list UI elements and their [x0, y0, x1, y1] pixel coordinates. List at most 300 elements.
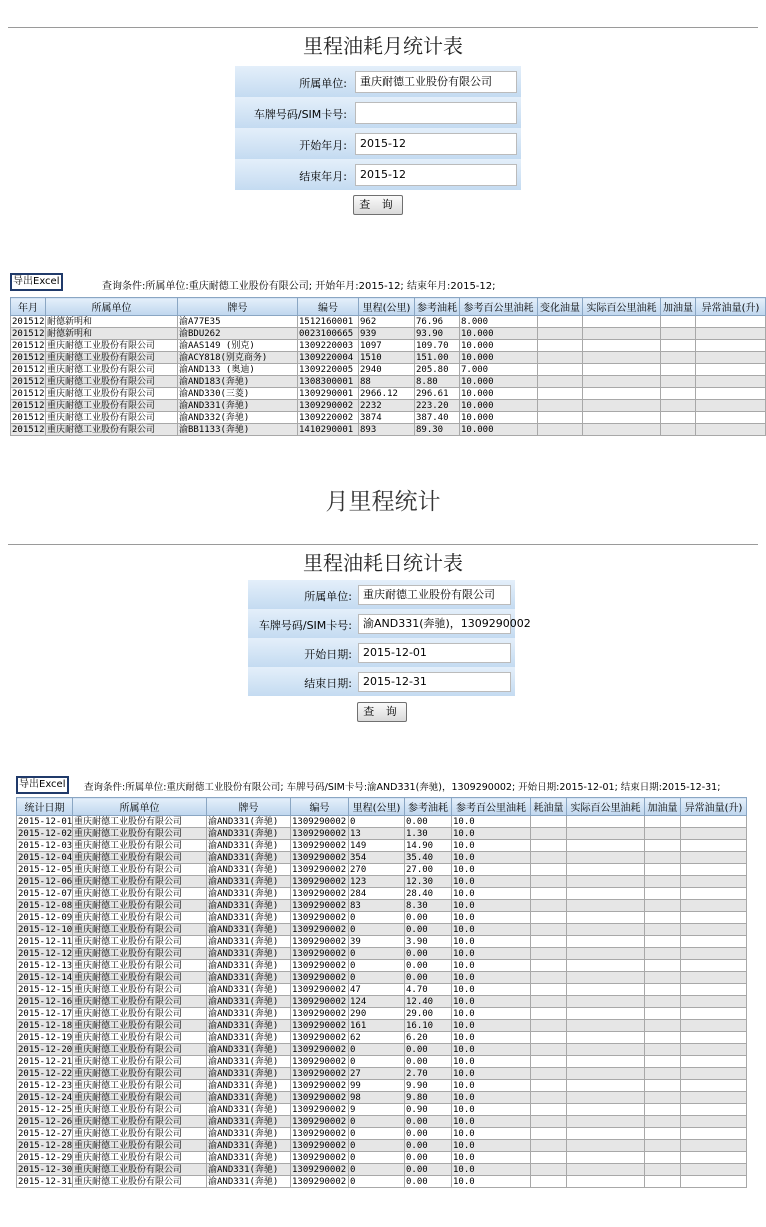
table-cell [531, 876, 567, 888]
column-header: 异常油量(升) [681, 798, 747, 816]
table-cell [645, 1164, 681, 1176]
table-cell: 1309290002 [291, 1044, 349, 1056]
table-cell: 重庆耐德工业股份有限公司 [73, 1020, 207, 1032]
table-cell: 0 [349, 1152, 405, 1164]
table-cell [681, 936, 747, 948]
table-cell: 渝AND331(奔驰) [207, 1032, 291, 1044]
end-month-label: 结束年月: [299, 170, 347, 183]
table-cell: 2.70 [405, 1068, 452, 1080]
table-cell: 1309290002 [291, 888, 349, 900]
table-cell: 1309290002 [291, 876, 349, 888]
table-cell: 2015-12-05 [18, 864, 73, 875]
table-row [11, 316, 766, 328]
end-month-input[interactable]: 2015-12 [355, 164, 517, 186]
table-cell: 0 [349, 1116, 405, 1128]
table-cell: 201512 [12, 400, 45, 411]
table-cell [567, 912, 645, 924]
table-cell: 10.000 [460, 328, 538, 340]
table-cell [645, 1116, 681, 1128]
column-header: 实际百公里油耗 [567, 798, 645, 816]
daily-table [16, 797, 747, 1188]
table-cell [567, 864, 645, 876]
table-cell: 1309290002 [291, 816, 349, 828]
table-cell [531, 972, 567, 984]
column-header: 参考百公里油耗 [452, 798, 531, 816]
table-row [17, 1068, 747, 1080]
table-cell: 渝AND331(奔驰) [207, 1092, 291, 1104]
table-cell: 1308300001 [298, 376, 359, 388]
table-row [17, 936, 747, 948]
table-cell [583, 316, 661, 328]
table-cell [645, 876, 681, 888]
table-cell [681, 948, 747, 960]
table-cell: 重庆耐德工业股份有限公司 [73, 1008, 207, 1020]
table-cell: 渝AND331(奔驰) [207, 948, 291, 960]
table-cell: 渝AND331(奔驰) [207, 1140, 291, 1152]
table-cell: 1309290002 [291, 996, 349, 1008]
table-cell: 重庆耐德工业股份有限公司 [73, 1104, 207, 1116]
table-cell [681, 1164, 747, 1176]
table-cell: 13 [349, 828, 405, 840]
table-cell [681, 1020, 747, 1032]
table-cell: 201512 [12, 376, 45, 387]
table-cell [583, 400, 661, 412]
table-cell: 渝AND331(奔驰) [207, 912, 291, 924]
table-cell [538, 364, 583, 376]
column-header: 异常油量(升) [696, 298, 766, 316]
column-header: 所属单位 [46, 298, 178, 316]
monthly-table [10, 297, 766, 436]
table-cell [567, 1152, 645, 1164]
table-row [17, 828, 747, 840]
table-cell: 201512 [12, 364, 45, 375]
table-cell: 2015-12-31 [18, 1176, 73, 1187]
table-cell: 渝AND331(奔驰) [207, 1104, 291, 1116]
table-cell: 10.0 [452, 972, 531, 984]
table-cell: 2966.12 [359, 388, 415, 400]
table-cell: 2015-12-29 [18, 1152, 73, 1163]
table-cell [567, 1008, 645, 1020]
column-header: 实际百公里油耗 [583, 298, 661, 316]
start-date-label: 开始日期: [304, 648, 352, 661]
table-cell: 渝AND331(奔驰) [207, 1152, 291, 1164]
table-cell: 1309290002 [291, 828, 349, 840]
column-header: 加油量 [661, 298, 696, 316]
table-cell: 0.00 [405, 1128, 452, 1140]
table-cell: 重庆耐德工业股份有限公司 [73, 1080, 207, 1092]
table-cell [567, 1104, 645, 1116]
table-cell: 2015-12-13 [18, 960, 73, 971]
table-cell: 1097 [359, 340, 415, 352]
table-cell [645, 1032, 681, 1044]
table-row [17, 996, 747, 1008]
table-cell: 1309220005 [298, 364, 359, 376]
table-cell: 渝AND331(奔驰) [207, 984, 291, 996]
table-row [11, 424, 766, 436]
table-cell: 渝AND331(奔驰) [207, 816, 291, 828]
table-cell [567, 852, 645, 864]
plate-select[interactable]: 渝AND331(奔驰)，1309290002 [358, 614, 511, 634]
table-cell: 渝AND331(奔驰) [207, 828, 291, 840]
table-cell: 0 [349, 972, 405, 984]
column-header: 牌号 [178, 298, 298, 316]
table-cell [645, 1152, 681, 1164]
table-cell [661, 376, 696, 388]
table-cell: 0 [349, 924, 405, 936]
daily-table-header [17, 798, 747, 816]
table-cell: 2015-12-22 [18, 1068, 73, 1079]
table-cell [531, 996, 567, 1008]
table-cell [661, 400, 696, 412]
table-row [17, 1116, 747, 1128]
table-cell: 10.000 [460, 400, 538, 412]
start-date-input[interactable]: 2015-12-01 [358, 643, 511, 663]
plate-input[interactable] [355, 102, 517, 124]
table-cell [645, 816, 681, 828]
table-cell [531, 1068, 567, 1080]
table-cell [645, 1056, 681, 1068]
table-cell: 0.00 [405, 1164, 452, 1176]
table-cell: 0 [349, 1056, 405, 1068]
table-cell: 201512 [12, 352, 45, 363]
table-cell [681, 972, 747, 984]
table-cell: 2015-12-07 [18, 888, 73, 899]
table-cell: 12.30 [405, 876, 452, 888]
table-row [17, 1080, 747, 1092]
table-cell [531, 1140, 567, 1152]
table-cell: 重庆耐德工业股份有限公司 [73, 840, 207, 852]
table-cell: 1309220002 [298, 412, 359, 424]
table-cell: 8.30 [405, 900, 452, 912]
table-cell: 39 [349, 936, 405, 948]
table-cell [538, 400, 583, 412]
table-cell [696, 364, 766, 376]
table-cell: 10.0 [452, 888, 531, 900]
table-cell: 2015-12-03 [18, 840, 73, 851]
table-cell [583, 424, 661, 436]
table-row [17, 948, 747, 960]
table-cell: 893 [359, 424, 415, 436]
table-cell [567, 900, 645, 912]
plate-label: 车牌号码/SIM卡号: [253, 108, 347, 121]
table-row [17, 1104, 747, 1116]
start-month-input[interactable]: 2015-12 [355, 133, 517, 155]
table-row [11, 412, 766, 424]
table-cell [567, 984, 645, 996]
table-cell: 重庆耐德工业股份有限公司 [46, 340, 178, 352]
table-cell: 渝AND331(奔驰) [207, 900, 291, 912]
column-header: 里程(公里) [359, 298, 415, 316]
table-cell [696, 316, 766, 328]
table-cell: 2015-12-11 [18, 936, 73, 947]
table-cell: 渝AND331(奔驰) [207, 1044, 291, 1056]
monthly-query-button[interactable]: 查 询 [353, 195, 403, 215]
table-cell [538, 388, 583, 400]
table-cell: 0 [349, 960, 405, 972]
table-cell: 0.00 [405, 924, 452, 936]
table-cell [538, 316, 583, 328]
table-cell [538, 328, 583, 340]
table-cell: 10.0 [452, 828, 531, 840]
monthly-title: 里程油耗月统计表 [303, 34, 463, 58]
table-cell: 渝AND331(奔驰) [207, 1164, 291, 1176]
table-cell [538, 340, 583, 352]
table-cell: 3.90 [405, 936, 452, 948]
table-cell: 渝AND331(奔驰) [207, 1008, 291, 1020]
table-cell: 0.00 [405, 1116, 452, 1128]
table-row [17, 840, 747, 852]
table-row [17, 1176, 747, 1188]
table-cell: 0.90 [405, 1104, 452, 1116]
table-row [17, 1020, 747, 1032]
table-cell [661, 352, 696, 364]
table-cell: 重庆耐德工业股份有限公司 [73, 912, 207, 924]
table-cell [583, 364, 661, 376]
table-cell: 201512 [12, 316, 45, 327]
table-cell [531, 1104, 567, 1116]
table-cell: 12.40 [405, 996, 452, 1008]
table-cell: 重庆耐德工业股份有限公司 [73, 972, 207, 984]
table-cell: 1309290002 [291, 1152, 349, 1164]
table-cell: 重庆耐德工业股份有限公司 [73, 1152, 207, 1164]
table-row [17, 1140, 747, 1152]
table-cell: 渝A77E35 [178, 316, 298, 328]
table-cell: 耐德新明和 [46, 316, 178, 328]
table-cell [681, 1032, 747, 1044]
unit-select[interactable]: 重庆耐德工业股份有限公司 [355, 71, 517, 93]
table-cell [567, 1032, 645, 1044]
table-cell: 2015-12-21 [18, 1056, 73, 1067]
table-cell [661, 424, 696, 436]
table-cell: 10.0 [452, 1068, 531, 1080]
table-cell: 6.20 [405, 1032, 452, 1044]
table-cell: 10.0 [452, 864, 531, 876]
table-cell: 109.70 [415, 340, 460, 352]
table-cell [681, 984, 747, 996]
table-row [17, 960, 747, 972]
table-cell [645, 912, 681, 924]
table-row [17, 1044, 747, 1056]
unit-label: 所属单位: [304, 590, 352, 603]
table-cell: 387.40 [415, 412, 460, 424]
table-cell: 8.000 [460, 316, 538, 328]
table-row [17, 1152, 747, 1164]
table-cell: 1309290002 [291, 1032, 349, 1044]
table-cell: 重庆耐德工业股份有限公司 [73, 1164, 207, 1176]
table-cell: 123 [349, 876, 405, 888]
table-cell: 重庆耐德工业股份有限公司 [73, 852, 207, 864]
table-cell [567, 948, 645, 960]
table-cell [538, 424, 583, 436]
table-cell [661, 340, 696, 352]
table-cell: 1309290002 [291, 1128, 349, 1140]
column-header: 所属单位 [73, 798, 207, 816]
table-cell: 0 [349, 816, 405, 828]
table-row [17, 900, 747, 912]
unit-select[interactable]: 重庆耐德工业股份有限公司 [358, 585, 511, 605]
table-cell [645, 900, 681, 912]
table-row [11, 352, 766, 364]
table-cell: 3874 [359, 412, 415, 424]
table-cell: 10.0 [452, 924, 531, 936]
table-cell: 重庆耐德工业股份有限公司 [73, 924, 207, 936]
table-row [17, 888, 747, 900]
table-cell: 10.0 [452, 948, 531, 960]
table-cell [531, 828, 567, 840]
table-cell: 10.0 [452, 840, 531, 852]
table-cell: 201512 [12, 424, 45, 435]
table-cell [531, 1128, 567, 1140]
table-cell: 0.00 [405, 816, 452, 828]
table-cell: 1309290002 [291, 1104, 349, 1116]
table-cell [681, 1068, 747, 1080]
table-cell: 重庆耐德工业股份有限公司 [73, 1068, 207, 1080]
table-cell [645, 840, 681, 852]
form-row-end [235, 159, 521, 192]
column-header: 参考百公里油耗 [460, 298, 538, 316]
column-header: 牌号 [207, 798, 291, 816]
table-cell [645, 852, 681, 864]
table-cell [645, 984, 681, 996]
table-cell [696, 328, 766, 340]
table-cell: 2015-12-10 [18, 924, 73, 935]
table-cell: 重庆耐德工业股份有限公司 [73, 936, 207, 948]
table-cell: 2015-12-09 [18, 912, 73, 923]
table-cell: 201512 [12, 388, 45, 399]
table-cell [567, 996, 645, 1008]
table-cell: 渝AND331(奔驰) [207, 1116, 291, 1128]
table-row [11, 364, 766, 376]
table-cell: 渝AAS149 (别克) [178, 340, 298, 352]
table-cell: 223.20 [415, 400, 460, 412]
table-cell [681, 888, 747, 900]
table-cell: 重庆耐德工业股份有限公司 [73, 864, 207, 876]
table-cell: 1309290002 [291, 900, 349, 912]
table-cell: 2015-12-17 [18, 1008, 73, 1019]
table-cell: 重庆耐德工业股份有限公司 [73, 876, 207, 888]
table-cell: 0.00 [405, 1044, 452, 1056]
table-cell: 0 [349, 1128, 405, 1140]
table-cell [696, 376, 766, 388]
table-cell [645, 960, 681, 972]
table-cell: 0.00 [405, 1152, 452, 1164]
table-cell: 0 [349, 1140, 405, 1152]
table-cell: 10.0 [452, 1128, 531, 1140]
table-cell [538, 352, 583, 364]
monthly-query-form [235, 66, 521, 192]
table-cell [661, 364, 696, 376]
table-cell: 渝ACY818(别克商务) [178, 352, 298, 364]
table-cell: 重庆耐德工业股份有限公司 [73, 1044, 207, 1056]
table-cell: 201512 [12, 412, 45, 423]
monthly-export-excel-button[interactable]: 导出Excel [10, 273, 63, 291]
table-cell [681, 1008, 747, 1020]
table-cell [681, 876, 747, 888]
table-cell [531, 1008, 567, 1020]
table-cell [538, 412, 583, 424]
table-cell [531, 984, 567, 996]
table-cell: 1410290001 [298, 424, 359, 436]
table-cell: 重庆耐德工业股份有限公司 [46, 424, 178, 436]
table-cell: 10.0 [452, 984, 531, 996]
table-cell: 1309290002 [291, 972, 349, 984]
table-cell: 重庆耐德工业股份有限公司 [73, 888, 207, 900]
table-cell: 1309290002 [298, 400, 359, 412]
table-cell: 重庆耐德工业股份有限公司 [73, 1140, 207, 1152]
table-row [17, 924, 747, 936]
table-cell: 渝AND331(奔驰) [207, 840, 291, 852]
daily-query-button[interactable]: 查 询 [357, 702, 407, 722]
table-cell: 渝AND331(奔驰) [207, 1056, 291, 1068]
table-cell: 渝AND332(奔驰) [178, 412, 298, 424]
table-cell: 2232 [359, 400, 415, 412]
daily-query-form [248, 580, 531, 698]
table-cell [645, 1140, 681, 1152]
column-header: 参考油耗 [405, 798, 452, 816]
table-cell: 29.00 [405, 1008, 452, 1020]
table-cell: 2015-12-24 [18, 1092, 73, 1103]
table-cell [567, 1080, 645, 1092]
table-cell [567, 924, 645, 936]
table-cell: 0023100665 [298, 328, 359, 340]
table-cell [567, 888, 645, 900]
table-cell: 0.00 [405, 1056, 452, 1068]
table-cell [531, 1020, 567, 1032]
table-cell [531, 960, 567, 972]
table-cell: 2015-12-25 [18, 1104, 73, 1115]
table-cell: 2015-12-04 [18, 852, 73, 863]
table-cell: 重庆耐德工业股份有限公司 [73, 1056, 207, 1068]
table-cell: 290 [349, 1008, 405, 1020]
table-cell [567, 876, 645, 888]
table-cell [531, 1176, 567, 1188]
table-cell [531, 816, 567, 828]
table-cell: 270 [349, 864, 405, 876]
table-cell [567, 936, 645, 948]
table-cell: 渝AND331(奔驰) [207, 888, 291, 900]
table-cell: 296.61 [415, 388, 460, 400]
table-cell [696, 412, 766, 424]
table-cell: 2015-12-23 [18, 1080, 73, 1091]
table-cell [567, 1128, 645, 1140]
daily-export-excel-button[interactable]: 导出Excel [16, 776, 69, 794]
start-month-label: 开始年月: [299, 139, 347, 152]
table-cell: 10.0 [452, 1056, 531, 1068]
table-cell: 渝AND331(奔驰) [207, 1020, 291, 1032]
table-cell [645, 1176, 681, 1188]
table-row [17, 1092, 747, 1104]
table-row [17, 912, 747, 924]
end-date-input[interactable]: 2015-12-31 [358, 672, 511, 692]
table-cell: 渝AND331(奔驰) [207, 1068, 291, 1080]
table-cell [567, 1068, 645, 1080]
table-cell: 1309290002 [291, 936, 349, 948]
table-cell [583, 376, 661, 388]
table-cell: 2015-12-08 [18, 900, 73, 911]
table-cell: 9 [349, 1104, 405, 1116]
table-cell [567, 1092, 645, 1104]
daily-title: 里程油耗日统计表 [303, 551, 463, 575]
table-cell: 10.000 [460, 352, 538, 364]
table-cell: 1309290002 [291, 1008, 349, 1020]
table-cell: 98 [349, 1092, 405, 1104]
table-cell: 1512160001 [298, 316, 359, 328]
table-cell [681, 828, 747, 840]
table-cell [681, 1092, 747, 1104]
table-cell [531, 1044, 567, 1056]
divider-middle [8, 544, 758, 545]
table-cell: 1309290001 [298, 388, 359, 400]
